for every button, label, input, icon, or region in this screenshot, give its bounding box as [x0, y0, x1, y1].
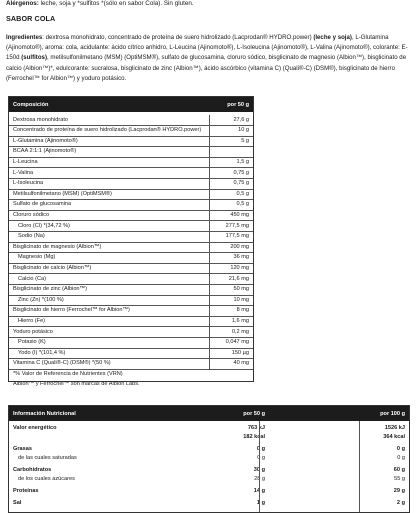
nutrition-row-per100: 55 g — [394, 476, 405, 482]
composition-row-value: 5 g — [241, 137, 249, 144]
composition-row-name: Potasio (K) — [18, 339, 46, 346]
composition-row-value: 21,6 mg — [228, 275, 249, 282]
composition-row-value: 8 mg — [236, 307, 249, 314]
nutrition-row-per50: 0 g — [256, 446, 265, 452]
composition-row-name: L-Leucina — [13, 158, 38, 165]
nutrition-row-per100: 1526 kJ — [384, 425, 405, 431]
ingredients-text-1: : dextrosa monohidrato, concentrado de proteína de suero hidrolizado (Lacprodan® HYDRO.power) — [42, 34, 314, 41]
nutrition-header-col2: por 100 g — [380, 411, 405, 417]
nutrition-header-col1: por 50 g — [243, 411, 265, 417]
composition-row-name: Cloruro sódico — [13, 211, 50, 218]
allergens-label: Alérgenos: — [6, 0, 39, 7]
nutrition-row-per50: 182 kcal — [243, 434, 265, 440]
composition-row-value: 27,6 g — [233, 116, 249, 123]
composition-table — [8, 96, 254, 388]
nutrition-row-per100: 2 g — [396, 500, 405, 506]
nutrition-row — [9, 467, 409, 476]
nutrition-row-per100: 364 kcal — [383, 434, 405, 440]
composition-row — [9, 200, 253, 211]
column-divider — [209, 338, 210, 349]
column-divider — [209, 253, 210, 264]
composition-row — [9, 316, 253, 327]
column-divider — [209, 221, 210, 232]
nutrition-row-name: Valor energético — [13, 425, 57, 431]
composition-row-name: Bisglicinato de magnesio (Albion™) — [13, 243, 102, 250]
composition-row-value: 0,047 mg — [225, 339, 249, 346]
column-divider — [209, 147, 210, 158]
composition-row — [9, 115, 253, 126]
composition-row-name: L-Isoleucina — [13, 180, 44, 187]
nutrition-row — [9, 500, 409, 509]
column-divider — [209, 126, 210, 137]
composition-row-name: Zinc (Zn) *(100 %) — [18, 296, 64, 303]
composition-row-value: 150 µg — [231, 349, 249, 356]
composition-row-value: 40 mg — [233, 360, 249, 367]
column-divider — [209, 263, 210, 274]
column-divider — [259, 421, 260, 512]
column-divider — [209, 179, 210, 190]
ingredients-allergen-1: (leche y soja) — [313, 34, 352, 41]
composition-row-value: 177,5 mg — [225, 233, 249, 240]
composition-row-value: 200 mg — [230, 243, 249, 250]
composition-row — [9, 285, 253, 296]
composition-row — [9, 327, 253, 338]
nutrition-row-per100: 0 g — [396, 446, 405, 452]
column-divider — [209, 242, 210, 253]
composition-row-value: 0,5 g — [236, 190, 249, 197]
nutrition-row — [9, 425, 409, 434]
composition-row-name: Hierro (Fe) — [18, 317, 46, 324]
composition-row-value: 0,75 g — [233, 169, 249, 176]
nutrition-row-per100: 60 g — [393, 467, 405, 473]
composition-row-name: Metilsulfonilmetano (MSM) (OptiMSM®) — [13, 190, 112, 197]
composition-row — [9, 242, 253, 253]
nutrition-header — [9, 406, 409, 421]
composition-row-name: Yoduro potásico — [13, 328, 53, 335]
column-divider — [209, 359, 210, 370]
nutrition-row-per100: 29 g — [393, 488, 405, 494]
composition-row — [9, 168, 253, 179]
composition-row-name: Cloro (Cl) *(34,72 %) — [18, 222, 70, 229]
ingredients-allergen-2: (sulfitos) — [21, 54, 47, 62]
composition-row-name: Sulfato de glucosamina — [13, 201, 72, 208]
ingredients-text-3: , metilsulfonilmetano (MSM) (OptiMSM®), sulfato de glucosamina, cloruro sódico, bisglicinato de magnesio (Albion™), bisglicinato de calcio (Albion™)*, edulcorante: sucralosa, bisglicinato de zinc (Albion™), ácido ascórbico (vitamina C) (Quali®-C) (DSM®), bisglicinato de hierro (Ferrochel™ for Albion™) y yoduro potásico. — [6, 54, 407, 82]
column-divider — [209, 316, 210, 327]
nutrition-row-per50: 1 g — [256, 500, 265, 506]
ingredients-text-2: , L-Glutamina (Ajinomoto®), aroma: cola, acidulante: ácido cítrico anhidro, L-Leucina (Ajinomoto®), L-Isoleucina (Ajinomoto®), L-Valina (Ajinomoto®), colorante: E-150d — [6, 34, 408, 62]
nutrition-row-name: Carbohidratos — [13, 467, 52, 473]
composition-row — [9, 295, 253, 306]
composition-footnote-nrv: *% Valor de Referencia de Nutrientes (VRN) — [13, 371, 123, 378]
column-divider — [209, 327, 210, 338]
nutrition-row — [9, 476, 409, 485]
composition-row-value: 1,5 g — [236, 158, 249, 165]
composition-row-name: L-Glutamina (Ajinomoto®) — [13, 137, 78, 144]
flavor-heading: SABOR COLA — [6, 14, 56, 23]
ingredients-label: Ingredientes — [6, 34, 43, 41]
nutrition-row-per50: 14 g — [253, 488, 265, 494]
composition-row-value: 0,2 mg — [231, 328, 249, 335]
column-divider — [209, 136, 210, 147]
column-divider — [209, 189, 210, 200]
nutrition-row-name: de las cuales saturadas — [18, 455, 77, 461]
nutrition-row-per50: 28 g — [254, 476, 265, 482]
composition-row-value: 0,5 g — [236, 201, 249, 208]
nutrition-row-per50: 30 g — [253, 467, 265, 473]
nutrition-row-per100: 0 g — [397, 455, 405, 461]
composition-row — [9, 306, 253, 317]
column-divider — [359, 421, 360, 512]
composition-row-name: Bisglicinato de calcio (Albion™) — [13, 264, 92, 271]
column-divider — [209, 274, 210, 285]
composition-header-label: Composición — [13, 102, 49, 108]
column-divider — [209, 200, 210, 211]
column-divider — [209, 232, 210, 243]
composition-row-value: 120 mg — [230, 264, 249, 271]
nutrition-table — [8, 405, 410, 513]
allergens-text: leche, soja y *sulfitos *(sólo en sabor Cola). Sin gluten. — [38, 0, 194, 7]
column-divider — [209, 306, 210, 317]
composition-row — [9, 359, 253, 370]
nutrition-row-name: Proteínas — [13, 488, 39, 494]
nutrition-row — [9, 434, 409, 443]
column-divider — [209, 157, 210, 168]
composition-row — [9, 274, 253, 285]
composition-header-value: por 50 g — [227, 102, 249, 108]
nutrition-row — [9, 446, 409, 455]
composition-row-name: L-Valina — [13, 169, 34, 176]
column-divider — [209, 295, 210, 306]
composition-row-value: 277,5 mg — [225, 222, 249, 229]
composition-row — [9, 136, 253, 147]
composition-row-name: Dextrosa monohidrato — [13, 116, 69, 123]
column-divider — [209, 285, 210, 296]
composition-row — [9, 157, 253, 168]
composition-row-name: Concentrado de proteína de suero hidrolizado (Lacprodan® HYDRO.power) — [13, 127, 202, 134]
composition-row-name: Sodio (Na) — [18, 233, 45, 240]
composition-row — [9, 126, 253, 137]
composition-row-value: 10 mg — [233, 296, 249, 303]
column-divider — [209, 168, 210, 179]
composition-row-name: Bisglicinato de hierro (Ferrochel™ for Albion™) — [13, 307, 130, 314]
allergens-line — [6, 0, 194, 8]
composition-row — [9, 263, 253, 274]
nutrition-row — [9, 455, 409, 464]
nutrition-row-name: Sal — [13, 500, 22, 506]
composition-row — [9, 179, 253, 190]
composition-row-name: Bisglicinato de zinc (Albion™) — [13, 286, 87, 293]
composition-row-value: 36 mg — [233, 254, 249, 261]
composition-row — [9, 338, 253, 349]
composition-row-value: 0,75 g — [233, 180, 249, 187]
row-divider — [9, 369, 253, 370]
composition-row-value: 50 mg — [233, 286, 249, 293]
composition-row-name: Magnesio (Mg) — [18, 254, 56, 261]
composition-footnote-trademark: Albion™ y Ferrochel™ son marcas de Albion Labs. — [13, 381, 140, 388]
composition-row — [9, 232, 253, 243]
nutrition-row — [9, 488, 409, 497]
composition-row — [9, 147, 253, 158]
nutrition-row-name: Grasas — [13, 446, 32, 452]
column-divider — [209, 348, 210, 359]
composition-row-name: Yodo (I) *(101,4 %) — [18, 349, 66, 356]
composition-row — [9, 348, 253, 359]
column-divider — [209, 210, 210, 221]
composition-row — [9, 221, 253, 232]
composition-header — [9, 97, 253, 112]
composition-row-value: 450 mg — [230, 211, 249, 218]
composition-row-value: 1,6 mg — [231, 317, 249, 324]
ingredients-paragraph — [6, 33, 410, 84]
nutrition-header-label: Información Nutricional — [13, 411, 76, 417]
nutrition-row-per50: 0 g — [257, 455, 265, 461]
composition-row-value: 10 g — [238, 127, 249, 134]
nutrition-row-per50: 763 kJ — [247, 425, 265, 431]
composition-row — [9, 210, 253, 221]
nutrition-row-name: de los cuales azúcares — [18, 476, 75, 482]
composition-row-name: Calcio (Ca) — [18, 275, 46, 282]
composition-row — [9, 189, 253, 200]
composition-row-name: Vitamina C (Quali®-C) (DSM®) *(50 %) — [13, 360, 111, 367]
composition-row — [9, 253, 253, 264]
column-divider — [209, 115, 210, 126]
composition-row-name: BCAA 2:1:1 (Ajinomoto®) — [13, 148, 77, 155]
